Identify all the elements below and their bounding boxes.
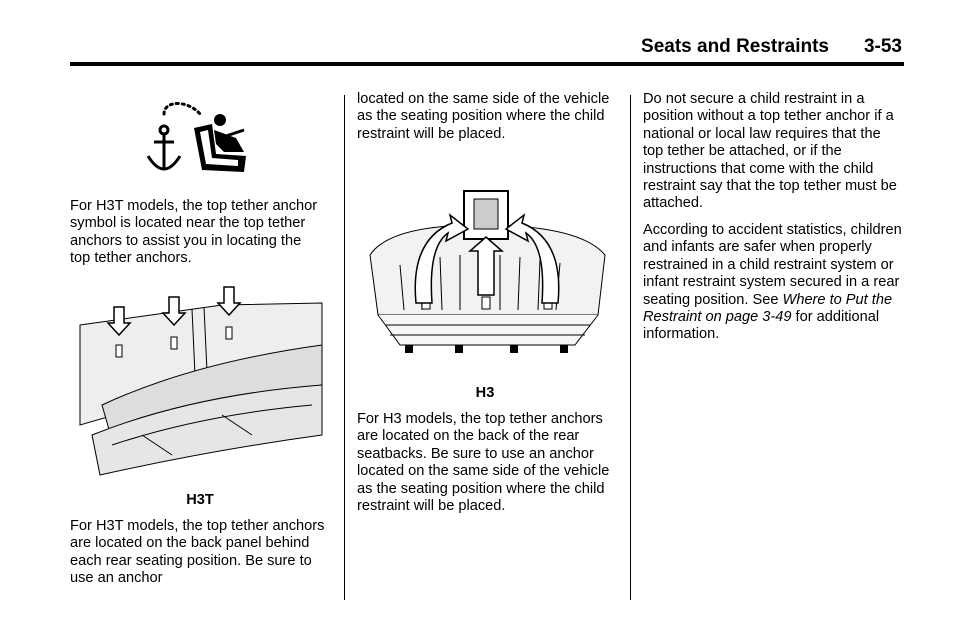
- column-divider: [630, 95, 631, 600]
- column-divider: [344, 95, 345, 600]
- figure-caption-h3t: H3T: [186, 492, 214, 508]
- figure-caption-h3: H3: [475, 385, 495, 401]
- statistics-text: According to accident statistics, children and infants are safer when properly restrained in a child restraint system or infant restraint system secured in a rear seating position. See: [643, 222, 902, 308]
- accident-statistics-paragraph: [643, 222, 905, 344]
- h3t-rear-seat-illustration: [72, 285, 327, 480]
- anchor-symbol-paragraph: For H3T models, the top tether anchor symbol is located near the top tether anchors to assist you in locating the top tether anchors.: [70, 198, 318, 267]
- continued-paragraph: located on the same side of the vehicle as the seating position where the child restraint will be placed.: [357, 91, 610, 142]
- h3-rear-seatback-illustration: [360, 185, 615, 365]
- section-title: Seats and Restraints: [641, 36, 829, 57]
- h3t-anchor-paragraph: For H3T models, the top tether anchors are located on the back panel behind each rear seating position. Be sure to use an anchor: [70, 518, 325, 587]
- statistics-tail: for additional information.: [643, 309, 880, 343]
- law-warning-paragraph: Do not secure a child restraint in a position without a top tether anchor if a national or local law requires that the top tether be attached, or if the instructions that come with the child restraint say that the top tether must be attached.: [643, 91, 897, 212]
- top-tether-anchor-symbol-icon: [140, 100, 260, 180]
- header-rule: [70, 62, 904, 66]
- page-number: 3-53: [863, 36, 902, 57]
- cross-reference-link[interactable]: Where to Put the Restraint on page 3-49: [643, 291, 893, 326]
- h3-anchor-paragraph: For H3 models, the top tether anchors are located on the back of the rear seatbacks. Be sure to use an anchor located on the same side of the vehicle as the seating position where the child restraint will be placed.: [357, 411, 610, 515]
